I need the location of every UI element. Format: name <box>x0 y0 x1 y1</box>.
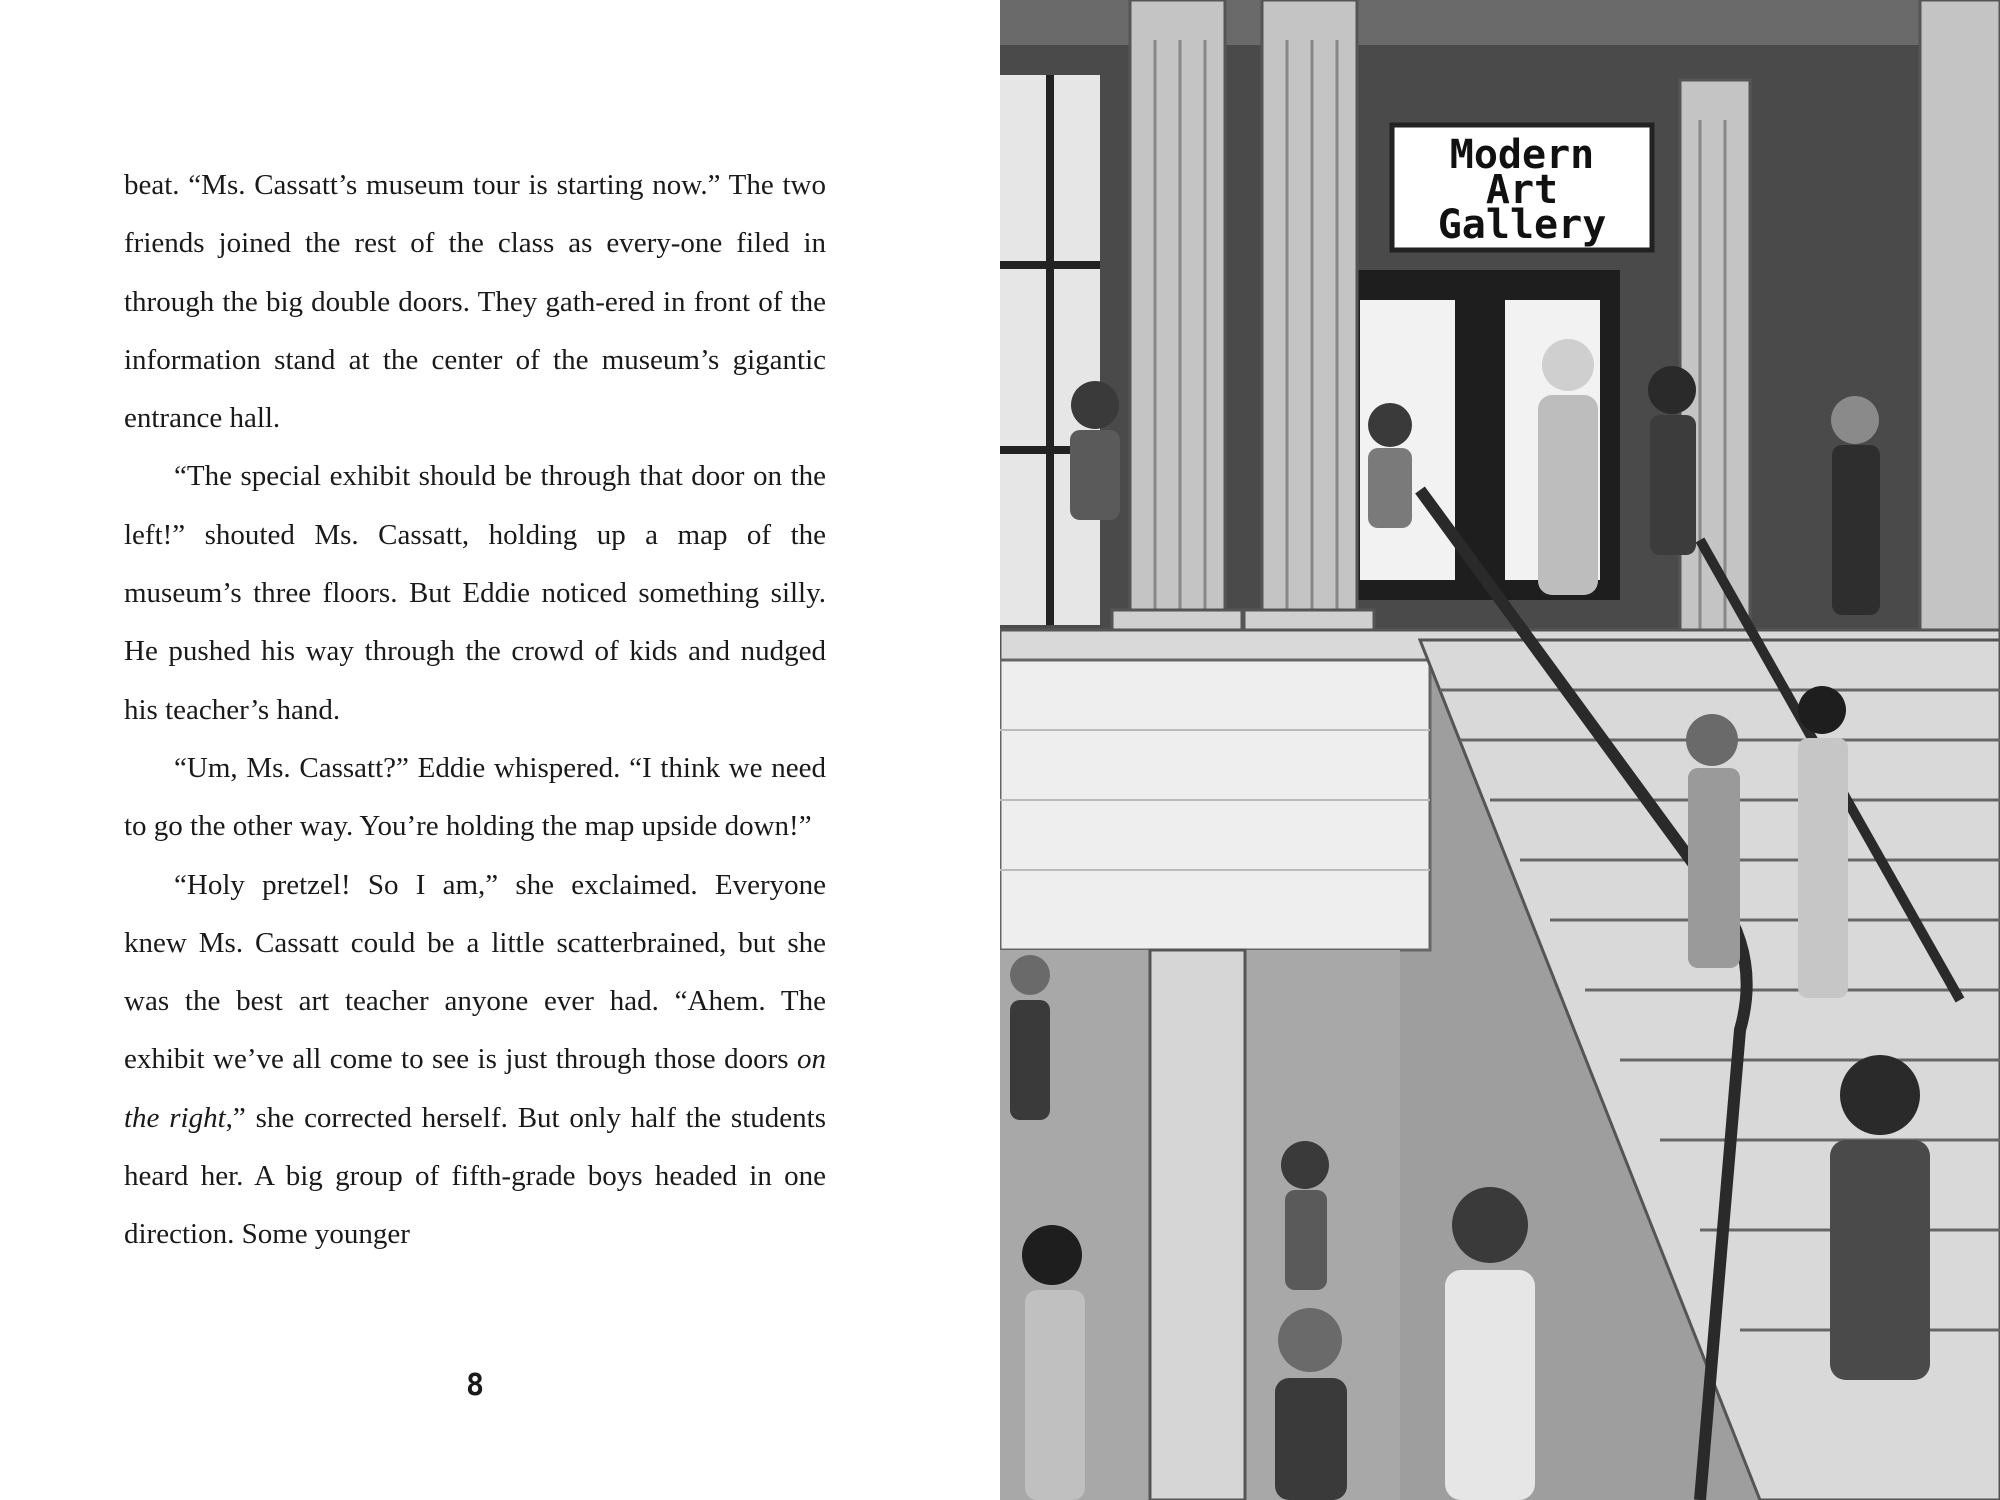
paragraph-1-text: beat. “Ms. Cassatt’s museum tour is starting now.” The two friends joined the rest of the class as every-one filed in through the big double doors. They gath-ered in front of the information stand at the center of the museum’s gigantic entrance hall. <box>124 169 826 435</box>
column-right <box>1680 80 1750 640</box>
paragraph-3-text: “Um, Ms. Cassatt?” Eddie whispered. “I think we need to go the other way. You’re holding the map upside down!” <box>124 751 826 843</box>
paragraph-3 <box>124 739 826 856</box>
window <box>1000 75 1100 625</box>
column-left <box>1112 0 1242 645</box>
paragraph-2-text: “The special exhibit should be through that door on the left!” shouted Ms. Cassatt, holding up a map of the museum’s three floors. But Eddie noticed something silly. He pushed his way through the crowd of kids and nudged his teacher’s hand. <box>124 460 826 726</box>
paragraph-2 <box>124 447 826 738</box>
paragraph-4-text-a: “Holy pretzel! So I am,” she exclaimed. Everyone knew Ms. Cassatt could be a little scatterbrained, but she was the best art teacher anyone ever had. “Ahem. The exhibit we’ve all come to see is just through those doors <box>124 868 826 1076</box>
lower-pillar <box>1150 950 1245 1500</box>
body-text <box>124 156 826 1264</box>
sign-line-1: Modern <box>1449 132 1595 178</box>
paragraph-4-text-b: ,” she corrected herself. But only half the students heard her. A big group of fifth-grade boys headed in one direction. Some younger <box>124 1101 826 1251</box>
paragraph-4 <box>124 856 826 1264</box>
page-number: 8 <box>465 1368 485 1403</box>
illustration-canvas <box>1000 0 2000 1500</box>
sign-line-2: Art <box>1485 167 1559 213</box>
landing-wall <box>1000 660 1430 950</box>
paragraph-1 <box>124 156 826 447</box>
gallery-sign <box>1392 125 1652 250</box>
column-far-right <box>1920 0 2000 700</box>
museum-illustration <box>1000 0 2000 1500</box>
sign-line-3: Gallery <box>1437 202 1607 248</box>
paragraph-4-italic: on the right <box>124 1043 826 1134</box>
column-middle <box>1244 0 1374 645</box>
